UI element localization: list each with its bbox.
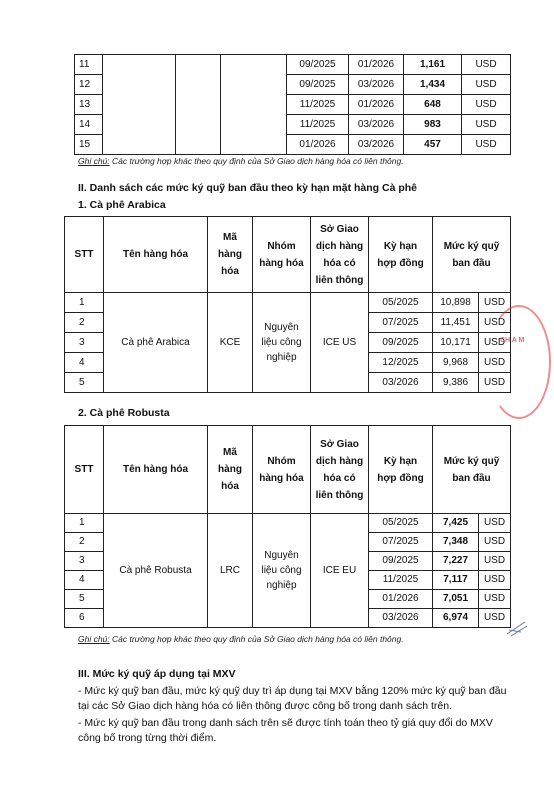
header-group: Nhóm hàng hóa (253, 426, 311, 514)
stt-cell: 6 (65, 609, 104, 628)
header-group: Nhóm hàng hóa (253, 217, 311, 293)
stt-cell: 11 (75, 55, 103, 75)
start-cell: 09/2025 (287, 75, 349, 95)
header-name: Tên hàng hóa (104, 217, 208, 293)
table-row (65, 514, 511, 533)
section-3-title: III. Mức ký quỹ áp dụng tại MXV (78, 668, 236, 680)
currency-cell: USD (479, 333, 511, 353)
header-margin: Mức ký quỹ ban đầu (433, 217, 511, 293)
stt-cell: 5 (65, 590, 104, 609)
currency-cell: USD (479, 373, 511, 393)
currency-cell: USD (479, 533, 511, 552)
arabica-table (64, 216, 511, 393)
section-3-paragraph-2: - Mức ký quỹ ban đầu trong danh sách trên sẽ được tính toán theo tỷ giá quy đổi do MXV công bố trong từng thời điểm. (78, 717, 493, 744)
margin-value-cell: 7,051 (433, 590, 479, 609)
currency-cell: USD (479, 552, 511, 571)
header-term: Kỳ hạn hợp đồng (369, 426, 433, 514)
term-cell: 09/2025 (369, 333, 433, 353)
header-code: Mã hàng hóa (208, 426, 253, 514)
start-cell: 11/2025 (287, 115, 349, 135)
header-stt: STT (65, 217, 104, 293)
note-2: Ghi chú: Các trường hợp khác theo quy định của Sở Giao dịch hàng hóa có liên thông. (78, 634, 404, 644)
header-name: Tên hàng hóa (104, 426, 208, 514)
product-group-cell: Nguyên liệu công nghiệp (253, 514, 311, 628)
currency-cell: USD (462, 135, 511, 155)
end-cell: 03/2026 (349, 75, 404, 95)
start-cell: 09/2025 (287, 55, 349, 75)
stt-cell: 4 (65, 571, 104, 590)
product-group-cell: Nguyên liệu công nghiệp (253, 293, 311, 393)
term-cell: 11/2025 (369, 571, 433, 590)
stt-cell: 4 (65, 353, 104, 373)
currency-cell: USD (479, 571, 511, 590)
term-cell: 03/2026 (369, 373, 433, 393)
margin-value-cell: 7,348 (433, 533, 479, 552)
end-cell: 03/2026 (349, 135, 404, 155)
stt-cell: 2 (65, 533, 104, 552)
stt-cell: 15 (75, 135, 103, 155)
currency-cell: USD (479, 514, 511, 533)
margin-value-cell: 7,117 (433, 571, 479, 590)
table-row (65, 293, 511, 313)
value-cell: 1,161 (404, 55, 462, 75)
currency-cell: USD (479, 353, 511, 373)
stt-cell: 3 (65, 552, 104, 571)
red-seal-stamp (487, 305, 551, 419)
value-cell: 457 (404, 135, 462, 155)
note-1: Ghi chú: Các trường hợp khác theo quy định của Sở Giao dịch hàng hóa có liên thông. (78, 156, 404, 166)
margin-value-cell: 7,227 (433, 552, 479, 571)
margin-value-cell: 9,968 (433, 353, 479, 373)
term-cell: 09/2025 (369, 552, 433, 571)
exchange-cell: ICE US (311, 293, 369, 393)
value-cell: 983 (404, 115, 462, 135)
term-cell: 07/2025 (369, 533, 433, 552)
margin-value-cell: 11,451 (433, 313, 479, 333)
header-exchange: Sở Giao dịch hàng hóa có liên thông (311, 217, 369, 293)
header-term: Kỳ hạn hợp đồng (369, 217, 433, 293)
stt-cell: 5 (65, 373, 104, 393)
value-cell: 1,434 (404, 75, 462, 95)
header-margin: Mức ký quỹ ban đầu (433, 426, 511, 514)
header-exchange: Sở Giao dịch hàng hóa có liên thông (311, 426, 369, 514)
term-cell: 12/2025 (369, 353, 433, 373)
end-cell: 01/2026 (349, 95, 404, 115)
robusta-table (64, 425, 511, 628)
term-cell: 05/2025 (369, 514, 433, 533)
name-cell (103, 55, 176, 155)
header-code: Mã hàng hóa (208, 217, 253, 293)
currency-cell: USD (462, 55, 511, 75)
stt-cell: 3 (65, 333, 104, 353)
robusta-subtitle: 2. Cà phê Robusta (78, 407, 170, 419)
margin-value-cell: 9,386 (433, 373, 479, 393)
start-cell: 11/2025 (287, 95, 349, 115)
group-cell (221, 55, 287, 155)
start-cell: 01/2026 (287, 135, 349, 155)
section-3-paragraph-1: - Mức ký quỹ ban đầu, mức ký quỹ duy trì áp dụng tại MXV bằng 120% mức ký quỹ ban đầu tại các Sở Giao dịch hàng hóa có liên thông được công bố trong danh sách trên. (78, 685, 507, 712)
value-cell: 648 (404, 95, 462, 115)
currency-cell: USD (462, 115, 511, 135)
stt-cell: 13 (75, 95, 103, 115)
continuation-table (74, 54, 511, 155)
product-code-cell: KCE (208, 293, 253, 393)
header-stt: STT (65, 426, 104, 514)
end-cell: 03/2026 (349, 115, 404, 135)
stamp-text: CH A M (500, 337, 525, 344)
code-cell (176, 55, 221, 155)
margin-value-cell: 6,974 (433, 609, 479, 628)
term-cell: 05/2025 (369, 293, 433, 313)
currency-cell: USD (479, 293, 511, 313)
currency-cell: USD (479, 313, 511, 333)
stt-cell: 14 (75, 115, 103, 135)
margin-value-cell: 10,171 (433, 333, 479, 353)
product-name-cell: Cà phê Robusta (104, 514, 208, 628)
currency-cell: USD (462, 95, 511, 115)
stt-cell: 12 (75, 75, 103, 95)
stt-cell: 2 (65, 313, 104, 333)
currency-cell: USD (479, 590, 511, 609)
table-row (75, 55, 511, 75)
end-cell: 01/2026 (349, 55, 404, 75)
term-cell: 01/2026 (369, 590, 433, 609)
stt-cell: 1 (65, 514, 104, 533)
currency-cell: USD (479, 609, 511, 628)
section-2-title: II. Danh sách các mức ký quỹ ban đầu theo kỳ hạn mặt hàng Cà phê (78, 182, 418, 194)
term-cell: 03/2026 (369, 609, 433, 628)
margin-value-cell: 10,898 (433, 293, 479, 313)
stt-cell: 1 (65, 293, 104, 313)
arabica-subtitle: 1. Cà phê Arabica (78, 199, 166, 211)
signature-mark (505, 618, 529, 638)
currency-cell: USD (462, 75, 511, 95)
product-name-cell: Cà phê Arabica (104, 293, 208, 393)
exchange-cell: ICE EU (311, 514, 369, 628)
margin-value-cell: 7,425 (433, 514, 479, 533)
term-cell: 07/2025 (369, 313, 433, 333)
product-code-cell: LRC (208, 514, 253, 628)
